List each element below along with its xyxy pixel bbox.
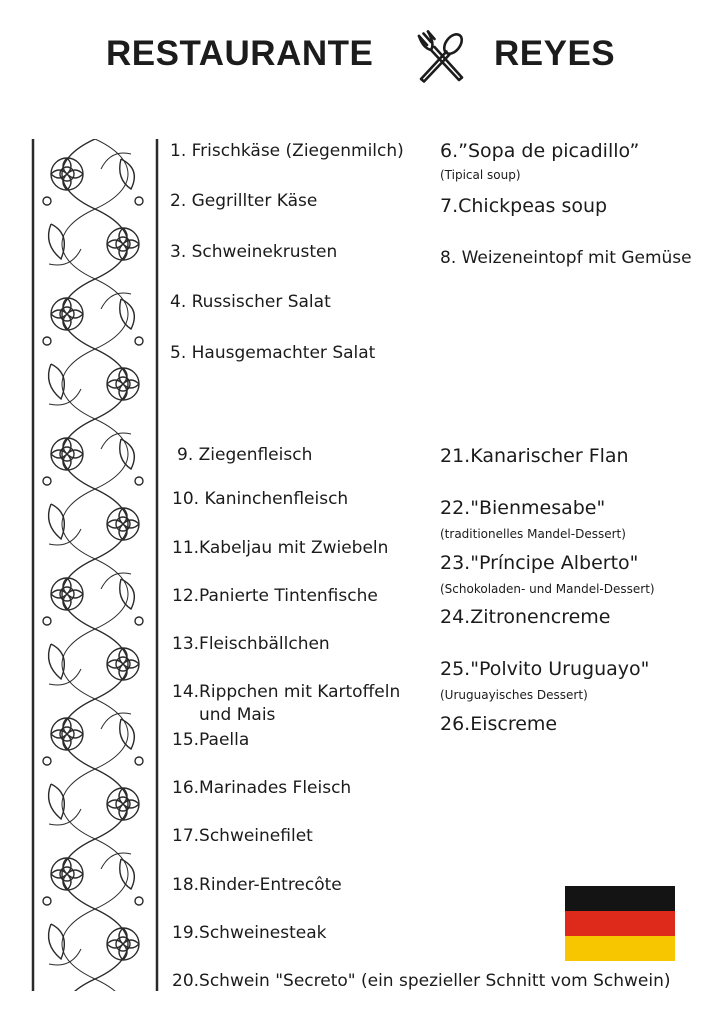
flag-stripe-red [565, 911, 675, 936]
menu-item: 7.Chickpeas soup [440, 195, 608, 217]
lace-border-ornament [31, 139, 159, 991]
restaurant-title-right: REYES [494, 34, 616, 73]
menu-item: 13.Fleischbällchen [172, 634, 330, 654]
menu-item: 26.Eiscreme [440, 713, 558, 735]
menu-item: 11.Kabeljau mit Zwiebeln [172, 538, 389, 558]
menu-item: 18.Rinder-Entrecôte [172, 875, 342, 895]
restaurant-title-left: RESTAURANTE [106, 34, 374, 73]
menu-item: 1. Frischkäse (Ziegenmilch) [170, 141, 404, 161]
fork-and-spoon-icon [413, 30, 469, 86]
menu-item-continuation: und Mais [199, 705, 276, 725]
menu-item: 8. Weizeneintopf mit Gemüse [440, 248, 692, 268]
menu-item: 25."Polvito Uruguayo" [440, 658, 650, 680]
menu-item-note: (Schokoladen- und Mandel-Dessert) [440, 582, 655, 596]
menu-item: 20.Schwein "Secreto" (ein spezieller Schnitt vom Schwein) [172, 971, 671, 991]
menu-item: 16.Marinades Fleisch [172, 778, 352, 798]
menu-item-note: (Tipical soup) [440, 168, 521, 182]
menu-item: 6.”Sopa de picadillo” [440, 140, 640, 162]
menu-item: 10. Kaninchenfleisch [172, 489, 349, 509]
menu-item: 24.Zitronencreme [440, 606, 611, 628]
menu-item: 23."Príncipe Alberto" [440, 552, 639, 574]
menu-item: 14.Rippchen mit Kartoffeln [172, 682, 401, 702]
menu-item: 5. Hausgemachter Salat [170, 343, 376, 363]
menu-item: 9. Ziegenfleisch [177, 445, 313, 465]
menu-item-note: (traditionelles Mandel-Dessert) [440, 527, 626, 541]
menu-item: 2. Gegrillter Käse [170, 191, 318, 211]
flag-stripe-black [565, 886, 675, 911]
menu-item-note: (Uruguayisches Dessert) [440, 688, 588, 702]
germany-flag-icon [565, 886, 675, 961]
menu-item: 19.Schweinesteak [172, 923, 327, 943]
menu-item: 15.Paella [172, 730, 250, 750]
flag-stripe-gold [565, 936, 675, 961]
menu-item: 4. Russischer Salat [170, 292, 331, 312]
menu-item: 12.Panierte Tintenfische [172, 586, 378, 606]
menu-item: 17.Schweinefilet [172, 826, 313, 846]
menu-item: 22."Bienmesabe" [440, 497, 606, 519]
menu-item: 3. Schweinekrusten [170, 242, 338, 262]
menu-item: 21.Kanarischer Flan [440, 445, 629, 467]
